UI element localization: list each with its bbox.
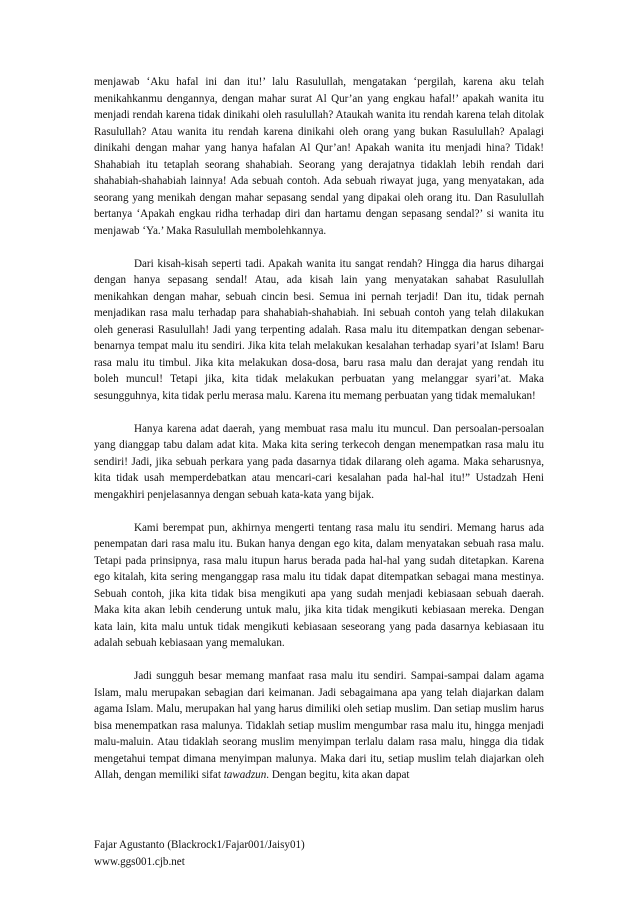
paragraph-3: Hanya karena adat daerah, yang membuat rasa malu itu muncul. Dan persoalan-persoalan yang dianggap tabu dalam adat kita. Maka kita sering terkecoh dengan menempatkan rasa malu itu sendiri! Jadi, jika sebuah perkara yang pada dasarnya tidak dilarang oleh agama. Maka seharusnya, kita tidak usah memperdebatkan atau mencari-cari kesalahan pada hal-hal itu!” Ustadzah Heni mengakhiri penjelasannya dengan sebuah kata-kata yang bijak. xyxy=(94,422,544,501)
paragraph-5-tail: . Dengan begitu, kita akan dapat xyxy=(266,769,410,781)
footer-website: www.ggs001.cjb.net xyxy=(94,855,185,868)
page-footer xyxy=(94,837,544,870)
body-text xyxy=(94,74,544,800)
footer-author: Fajar Agustanto (Blackrock1/Fajar001/Jaisy01) xyxy=(94,839,305,851)
paragraph-4: Kami berempat pun, akhirnya mengerti tentang rasa malu itu sendiri. Memang harus ada penempatan dari rasa malu itu. Bukan hanya dengan ego kita, dalam menyatakan sebuah rasa malu. Tetapi pada prinsipnya, rasa malu itupun harus berada pada hal-hal yang sudah ditetapkan. Karena ego kitalah, kita sering menganggap rasa malu itu tidak dapat ditempatkan sebagai mana mestinya. Sebuah contoh, jika kita tidak bisa mengikuti apa yang sudah menjadi kebiasaan sebuah daerah. Maka kita akan lebih cenderung untuk malu, jika kita tidak mengikuti kebiasaan mereka. Dengan kata lain, kita malu untuk tidak mengikuti kebiasaan seseorang yang pada dasarnya kebiasaan itu adalah sebuah kebiasaan yang memalukan. xyxy=(94,521,544,649)
paragraph-1: menjawab ‘Aku hafal ini dan itu!’ lalu Rasulullah, mengatakan ‘pergilah, karena aku telah menikahkanmu dengannya, dengan mahar surat Al Qur’an yang engkau hafal!’ apakah wanita itu menjadi rendah karena tidak dinikahi oleh rasulullah? Ataukah wanita itu rendah karena telah ditolak Rasulullah? Atau wanita itu rendah karena dinikahi oleh orang yang bukan Rasulullah? Apalagi dinikahi dengan mahar yang hanya hafalan Al Qur’an! Apakah wanita itu menjadi hina? Tidak! Shahabiah itu tetaplah seorang shahabiah. Seorang yang derajatnya tidaklah lebih rendah dari shahabiah-shahabiah lainnya! Ada sebuah contoh. Ada sebuah riwayat juga, yang menyatakan, ada seorang yang menikah dengan mahar sepasang sendal yang dipakai oleh orang itu. Dan Rasulullah bertanya ‘Apakah engkau ridha terhadap diri dan hartamu dengan sepasang sendal?’ si wanita itu menjawab ‘Ya.’ Maka Rasulullah membolehkannya. xyxy=(94,76,544,237)
italic-term: tawadzun xyxy=(223,769,267,781)
paragraph-5-text: Jadi sungguh besar memang manfaat rasa malu itu sendiri. Sampai-sampai dalam agama Islam, malu merupakan sebagian dari keimanan. Jadi sebagaimana apa yang telah diajarkan dalam agama Islam. Malu, merupakan hal yang harus dimiliki oleh setiap muslim. Dan setiap muslim harus bisa menempatkan rasa malunya. Tidaklah setiap muslim mengumbar rasa malu itu, hingga menjadi malu-maluin. Atau tidaklah seorang muslim menyimpan terlalu dalam rasa malu, hingga dia tidak mengetahui tempat dimana menyimpan malunya. Maka dari itu, setiap muslim telah diajarkan oleh Allah, dengan memiliki sifat xyxy=(94,670,544,781)
paragraph-5 xyxy=(94,668,544,784)
paragraph-2: Dari kisah-kisah seperti tadi. Apakah wanita itu sangat rendah? Hingga dia harus dihargai dengan hanya sepasang sendal! Atau, ada kisah lain yang menyatakan sahabat Rasulullah menikahkan dengan mahar, sebuah cincin besi. Semua ini pernah terjadi! Dan itu, tidak pernah menjadikan rasa malu terhadap para shahabiah-shahabiah. Ini sebuah contoh yang telah dilakukan oleh generasi Rasulullah! Jadi yang terpenting adalah. Rasa malu itu ditempatkan dengan sebenar-benarnya tempat malu itu sendiri. Jika kita telah melakukan kesalahan terhadap syari’at Islam! Baru rasa malu itu timbul. Jika kita melakukan dosa-dosa, baru rasa malu dan derajat yang rendah itu boleh muncul! Tetapi jika, kita tidak melakukan perbuatan yang melanggar syari’at. Maka sesungguhnya, kita tidak perlu merasa malu. Karena itu memang perbuatan yang tidak memalukan! xyxy=(94,257,544,402)
